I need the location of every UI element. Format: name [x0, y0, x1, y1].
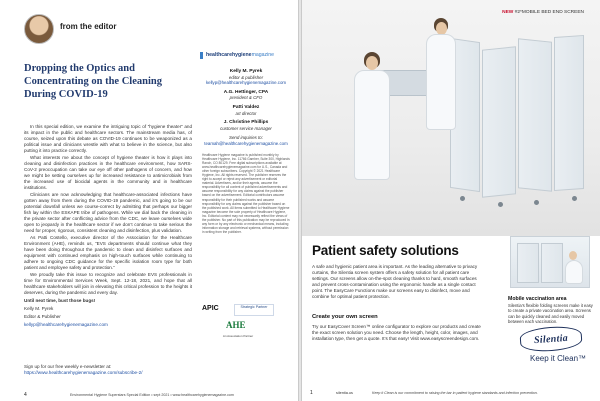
footer-note: Keep it Clean is our commitment to raising the bar in patient hygiene standards and infection prevention. — [372, 391, 538, 395]
article-body — [24, 124, 192, 329]
newsletter-signup — [24, 364, 224, 376]
caster-wheel — [460, 196, 465, 201]
ad-title: Patient safety solutions — [312, 243, 459, 258]
staff-name: J. Christine Phillips — [223, 120, 269, 126]
badge-new: NEW — [502, 10, 514, 15]
caster-wheel — [498, 202, 503, 207]
brand-tagline: Keep it Clean™ — [530, 354, 587, 363]
ad-badge — [502, 10, 584, 15]
staff-entry — [200, 120, 292, 131]
ahe-logo-subtitle: An Association Partner — [222, 334, 254, 338]
screen-panel — [482, 46, 516, 198]
right-page-ad — [302, 0, 600, 401]
running-title: Environmental Hygiene Superstars Special Edition • sept 2021 • www.healthcarehygienemagazine.com — [70, 393, 234, 397]
inquiries-label: Send inquiries to: — [229, 135, 263, 141]
inset-caption — [508, 296, 594, 325]
inset-person-body — [565, 260, 583, 284]
inset-person-head — [569, 251, 577, 260]
legal-notice: Healthcare Hygiene magazine is published monthly by Healthcare Hygiene, Inc. 11766 Gamber, Suite 300, Highlands Ranch, CO 80129. Free digital subscriptions available at www.healthcarehygienemagazine.com for U.S., Canada and other foreign subscribers. Copyright © 2021 Healthcare Hygiene, Inc. All rights reserved. The publisher reserves the right to accept or reject any advertisement or editorial material. Advertisers, and/or their agents, assume the responsibility for all content of published advertisements and assume responsibility for any claims against the publisher based on the advertisement. Editorial contributors assume responsibility for their published works and assume responsibility for any claims against the publisher based on the published work. All items submitted to Healthcare Hygiene magazine become the sole property of Healthcare Hygiene, Inc. Editorial content may not necessarily reflect the views of the publisher. No part of this publication may be reproduced in any form or by any electronic or mechanical means, including information storage and retrieval systems, without permission in writing from the publisher. — [202, 152, 290, 235]
ad-cta: Try our EasyCover Screen™ online configurator to explore our products and create the exact screen solution you need. Choose the length, height, color, images, and installation type, then get a quote. It’s that easy! Visit www.easyscreendesign.com. — [312, 324, 481, 341]
newsletter-link[interactable]: https://www.healthcarehygienemagazine.com/subscribe-2/ — [24, 370, 143, 375]
inset-screen — [541, 243, 563, 283]
inset-screen — [517, 243, 539, 283]
staff-role: art director — [235, 110, 257, 116]
person-head — [366, 56, 378, 70]
article-paragraph: We proudly take this issue to recognize and celebrate EVS professionals in time for Environmental Services Week, Sept. 12-18, 2021, and hope that all healthcare stakeholders will join in elevating this critical profession to the heights it deserves, during the pandemic and every day. — [24, 272, 192, 295]
inquiries — [200, 135, 292, 146]
caster-wheel — [572, 196, 577, 201]
staff-entry — [200, 90, 292, 101]
partner-logo: Strategic Partner — [234, 304, 274, 316]
person-body — [354, 70, 390, 180]
staff-email-link[interactable]: kellyp@healthcarehygienemagazine.com — [205, 80, 287, 86]
newsletter-text: Sign up for our free weekly e-newsletter at: — [24, 364, 112, 369]
page-number: 1 — [310, 390, 313, 396]
article-signoff: Until next time, bust those bugs! — [24, 298, 96, 303]
ad-body: A safe and hygienic patient area is important. As the leading alternative to privacy curtains, the Silentia screen system offers a safety solution for all patient care settings. Our screens allow on-the-spot cleaning thanks to hard, smooth surfaces and prevent cross-contamination using the ergonomic handle as a single contact point. The EasyCare Functions make our screens easy to disinfect, move and combine for optimal patient protection. — [312, 264, 478, 299]
silentia-website-link[interactable]: silentia.us — [336, 391, 353, 395]
signature-email-link[interactable]: kellyp@healthcarehygienemagazine.com — [24, 322, 108, 327]
apic-logo: APIC — [202, 305, 219, 312]
article-headline: Dropping the Optics and Concentrating on the Cleaning During COVID-19 — [24, 63, 162, 100]
badge-text: #2*MOBILE BED END SCREEN — [514, 10, 584, 15]
left-page — [0, 0, 298, 401]
inset-caption-body: Silentia’s flexible folding screens make it easy to create a private vaccination area. Screens can be quickly cleaned and easily moved between each vaccination. — [508, 303, 593, 325]
staff-name: A.G. Hettinger, CPA — [223, 89, 269, 95]
staff-name: Kelly M. Pyrek — [229, 69, 263, 74]
masthead-brand-name: healthcarehygiene — [206, 52, 252, 58]
ahe-logo: AHE — [226, 320, 246, 330]
editor-avatar — [24, 14, 54, 44]
screen-panel — [554, 35, 584, 191]
article-paragraph: What interests me about the concept of hygiene theater is how it plays into cleaning and disinfection practices in the healthcare environment, how SARS-CoV-2 preoccupation can take our eye off other pathogens of concern, and how we might be setting ourselves up for increased resistance to antimicrobials from the increased use of biocidal agents in the community and in healthcare institutions. — [24, 155, 192, 190]
inquiries-email-link[interactable]: teamah@healthcarehygienemagazine.com — [204, 140, 288, 146]
left-footer — [0, 391, 298, 401]
editor-header — [24, 14, 284, 44]
staff-entry — [200, 69, 292, 86]
article-paragraph: As Patti Costello, executive director of the Association for the Healthcare Environment (AHE), reminds us, “EVS departments should continue what they have been doing throughout the pandemic to clean and disinfect surfaces and equipment with continued emphasis on high-touch surfaces while continuing to adhere to ongoing CDC guidance for the specific isolation room type for both patient and employee safety and protection.” — [24, 235, 192, 270]
screen-panel — [518, 38, 552, 192]
article-paragraph: Clinicians are now acknowledging that healthcare-associated infections have gotten away from them during the COVID-19 pandemic, and it’s going to be our potential downfall unless we course-correct by admitting that perhaps our bigger fish lay within the ESKAPE tribe of pathogens. While we dial back the cleaning in the private sector after conflicting advice from the CDC, we leave ourselves wide open to jeopardy in the healthcare sector if we don’t continue to take serious the need for proper, rigorous, consistent cleaning and disinfection, plus validation. — [24, 192, 192, 233]
masthead — [200, 52, 292, 234]
silentia-logo-text: Silentia — [533, 332, 569, 346]
staff-role: customer service manager — [220, 125, 272, 131]
person-body — [426, 34, 456, 130]
masthead-brand-suffix: magazine — [251, 52, 275, 58]
ad-hero-photo — [302, 0, 600, 236]
caster-wheel — [534, 200, 539, 205]
ad-subhead: Create your own screen — [312, 314, 378, 320]
page-number: 4 — [24, 392, 27, 398]
masthead-brand — [200, 52, 292, 59]
staff-list — [200, 69, 292, 147]
staff-entry — [200, 105, 292, 116]
signature-name: Kelly M. Pyrek — [24, 306, 54, 311]
section-label: from the editor — [60, 22, 117, 31]
right-footer — [302, 383, 600, 401]
silentia-logo — [519, 325, 583, 353]
article-paragraph: In this special edition, we examine the intriguing topic of “hygiene theater” and its impact in the public and healthcare sectors. The mainstream media has, of course, seized upon this debate as COVID-19 continues to be weaponized as a political issue and clinicians wrestle with what to believe in the science, but also putting it into practice correctly. — [24, 124, 192, 153]
vaccination-inset-photo — [510, 236, 590, 288]
staff-role: editor & publisher — [228, 74, 264, 80]
staff-name: Patti Valdez — [232, 104, 260, 110]
staff-role: president & CFO — [229, 95, 263, 101]
signature-title: Editor & Publisher — [24, 314, 61, 319]
inset-caption-title: Mobile vaccination area — [508, 296, 567, 302]
